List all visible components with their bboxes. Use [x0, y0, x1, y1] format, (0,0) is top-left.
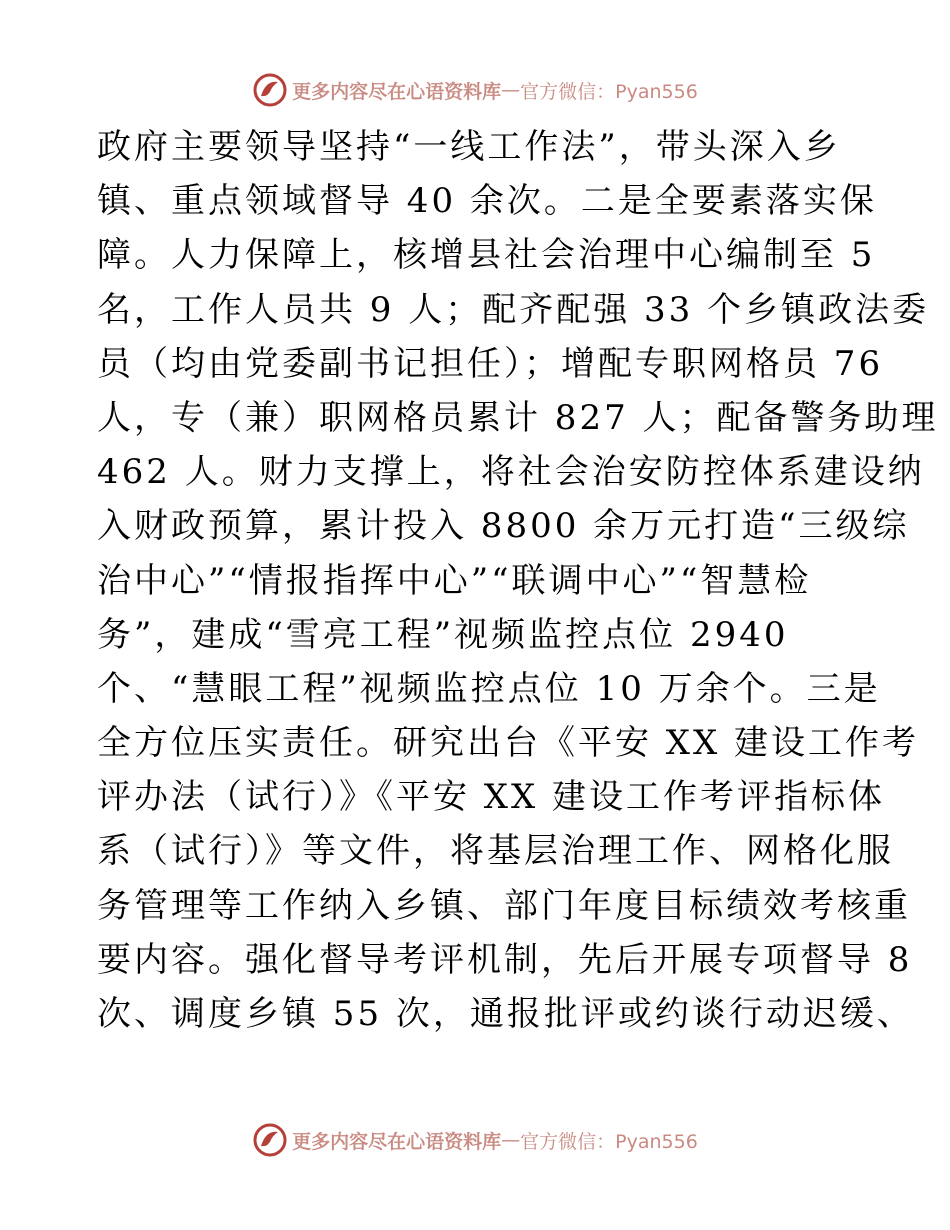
text-line: 政府主要领导坚持“一线工作法”，带头深入乡 [97, 127, 841, 167]
text-line: 务管理等工作纳入乡镇、部门年度目标绩效考核重 [97, 885, 911, 926]
text-line: 全方位压实责任。研究出台《平安 XX 建设工作考 [97, 723, 920, 764]
text-line: 障。人力保障上，核增县社会治理中心编制至 5 [97, 235, 876, 276]
text-line: 人，专（兼）职网格员累计 827 人；配备警务助理 [97, 397, 939, 438]
brand-logo-icon [252, 1122, 288, 1158]
banner-wechat-text: 官方微信：Pyan556 [520, 80, 698, 103]
text-line: 名，工作人员共 9 人；配齐配强 33 个乡镇政法委 [97, 289, 930, 330]
banner-separator: — [501, 79, 521, 101]
banner-main-text: 更多内容尽在心语资料库 [292, 1130, 502, 1153]
text-line: 次、调度乡镇 55 次，通报批评或约谈行动迟缓、 [97, 994, 914, 1034]
banner-separator: — [501, 1129, 521, 1151]
banner-main-text: 更多内容尽在心语资料库 [292, 80, 502, 103]
document-body [97, 120, 939, 1041]
footer-banner [0, 1120, 950, 1160]
text-line: 镇、重点领域督导 40 余次。二是全要素落实保 [97, 181, 877, 222]
text-line: 务”，建成“雪亮工程”视频监控点位 2940 [97, 614, 789, 655]
banner-wechat-text: 官方微信：Pyan556 [520, 1130, 698, 1153]
text-line: 个、“慧眼工程”视频监控点位 10 万余个。三是 [97, 668, 881, 709]
text-line: 462 人。财力支撑上，将社会治安防控体系建设纳 [97, 452, 925, 493]
text-line: 评办法（试行）》《平安 XX 建设工作考评指标体 [97, 777, 886, 818]
text-line: 员（均由党委副书记担任）；增配专职网格员 76 [97, 343, 884, 384]
brand-logo-icon [252, 72, 288, 108]
text-line: 入财政预算，累计投入 8800 余万元打造“三级综 [97, 506, 910, 547]
text-line: 要内容。强化督导考评机制，先后开展专项督导 8 [97, 939, 913, 980]
text-line: 治中心”“情报指挥中心”“联调中心”“智慧检 [97, 560, 812, 601]
text-line: 系（试行）》等文件，将基层治理工作、网格化服 [97, 831, 894, 872]
header-banner [0, 70, 950, 110]
